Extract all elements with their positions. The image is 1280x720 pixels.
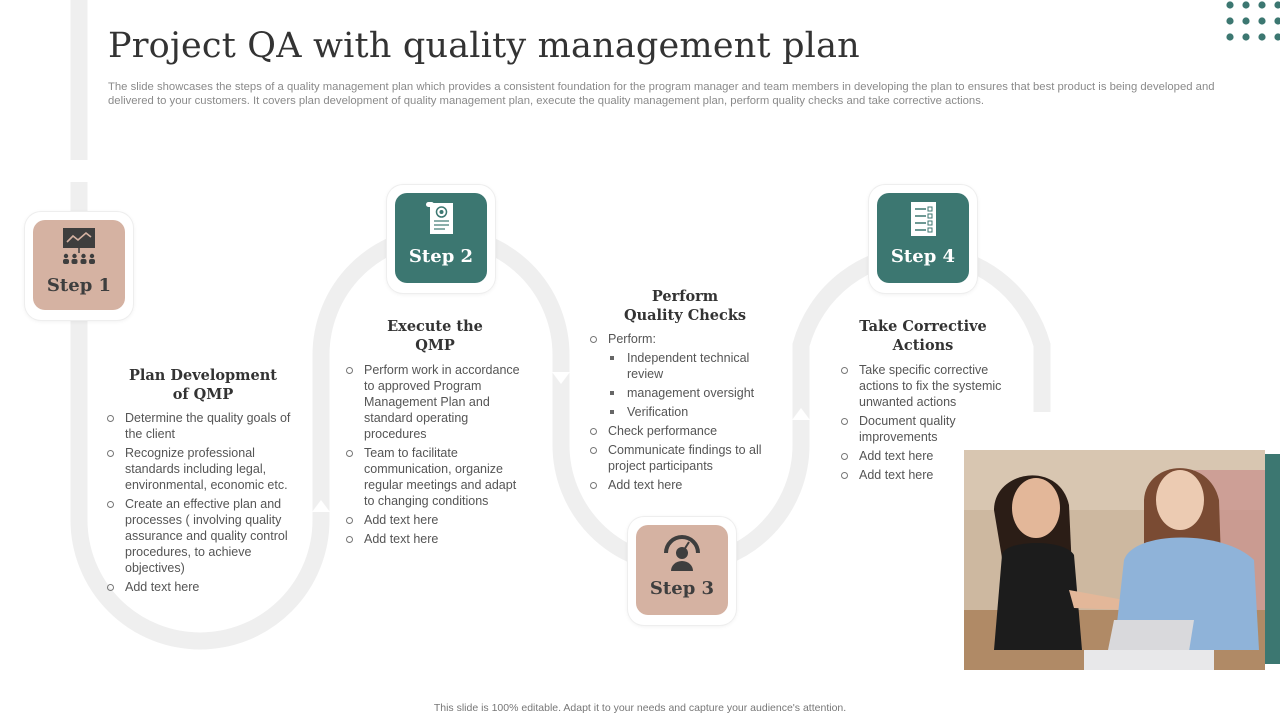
list-item: Team to facilitate communication, organize regular meetings and adapt to changing conditions — [344, 445, 529, 509]
sub-list-item: Independent technical review — [608, 350, 783, 382]
step-4-heading: Take Corrective Actions — [859, 318, 987, 354]
list-item: Check performance — [588, 423, 783, 439]
step-1-list — [105, 410, 303, 598]
list-item: Add text here — [344, 531, 529, 547]
step-1-label: Step 1 — [46, 275, 112, 296]
list-item: Add text here — [839, 448, 1019, 464]
checklist-icon — [903, 199, 943, 239]
step-2-heading: Execute the QMP — [387, 318, 483, 354]
list-item: Create an effective plan and processes ( involving quality assurance and quality control procedures, to achieve objectives) — [105, 496, 303, 576]
list-item: Communicate findings to all project participants — [588, 442, 783, 474]
step-3-label: Step 3 — [649, 578, 715, 599]
step-4-label: Step 4 — [890, 246, 956, 267]
step-2-label: Step 2 — [408, 246, 474, 267]
step-2-list — [344, 362, 529, 550]
list-item: Perform work in accordance to approved Program Management Plan and standard operating procedures — [344, 362, 529, 442]
perform-label: Perform: — [608, 332, 656, 346]
list-item: Determine the quality goals of the client — [105, 410, 303, 442]
step-3-list — [588, 331, 783, 496]
list-item: Add text here — [344, 512, 529, 528]
presentation-icon — [59, 226, 99, 266]
perform-sub-list — [608, 350, 783, 420]
footer-note: This slide is 100% editable. Adapt it to your needs and capture your audience's attention. — [433, 702, 847, 714]
team-discussion-photo — [964, 450, 1265, 670]
certificate-scroll-icon — [421, 199, 461, 239]
list-item: Add text here — [588, 477, 783, 493]
sub-list-item: Verification — [608, 404, 783, 420]
accent-bar — [1265, 454, 1280, 664]
step-1-badge — [25, 212, 133, 320]
step-3-heading: Perform Quality Checks — [623, 288, 747, 324]
gauge-person-icon — [662, 531, 702, 571]
page-subtitle: The slide showcases the steps of a quality management plan which provides a consistent foundation for the program manager and team members in developing the plan to ensures that best product is being developed and delivered to your customers. It covers plan development of quality management plan, execute the quality management plan, perform quality checks and take corrective actions. — [108, 81, 1215, 107]
page-title: Project QA with quality management plan — [108, 26, 860, 66]
step-3-badge — [628, 517, 736, 625]
sub-list-item: management oversight — [608, 385, 783, 401]
decorative-dot-grid — [1222, 0, 1280, 52]
step-2-badge — [387, 185, 495, 293]
list-item: Take specific corrective actions to fix the systemic unwanted actions — [839, 362, 1019, 410]
step-1-heading: Plan Development of QMP — [129, 367, 277, 403]
list-item: Recognize professional standards including legal, environmental, economic etc. — [105, 445, 303, 493]
list-item: Add text here — [839, 467, 1019, 483]
step-4-badge — [869, 185, 977, 293]
list-item: Add text here — [105, 579, 303, 595]
list-item — [588, 331, 783, 420]
list-item: Document quality improvements — [839, 413, 1019, 445]
